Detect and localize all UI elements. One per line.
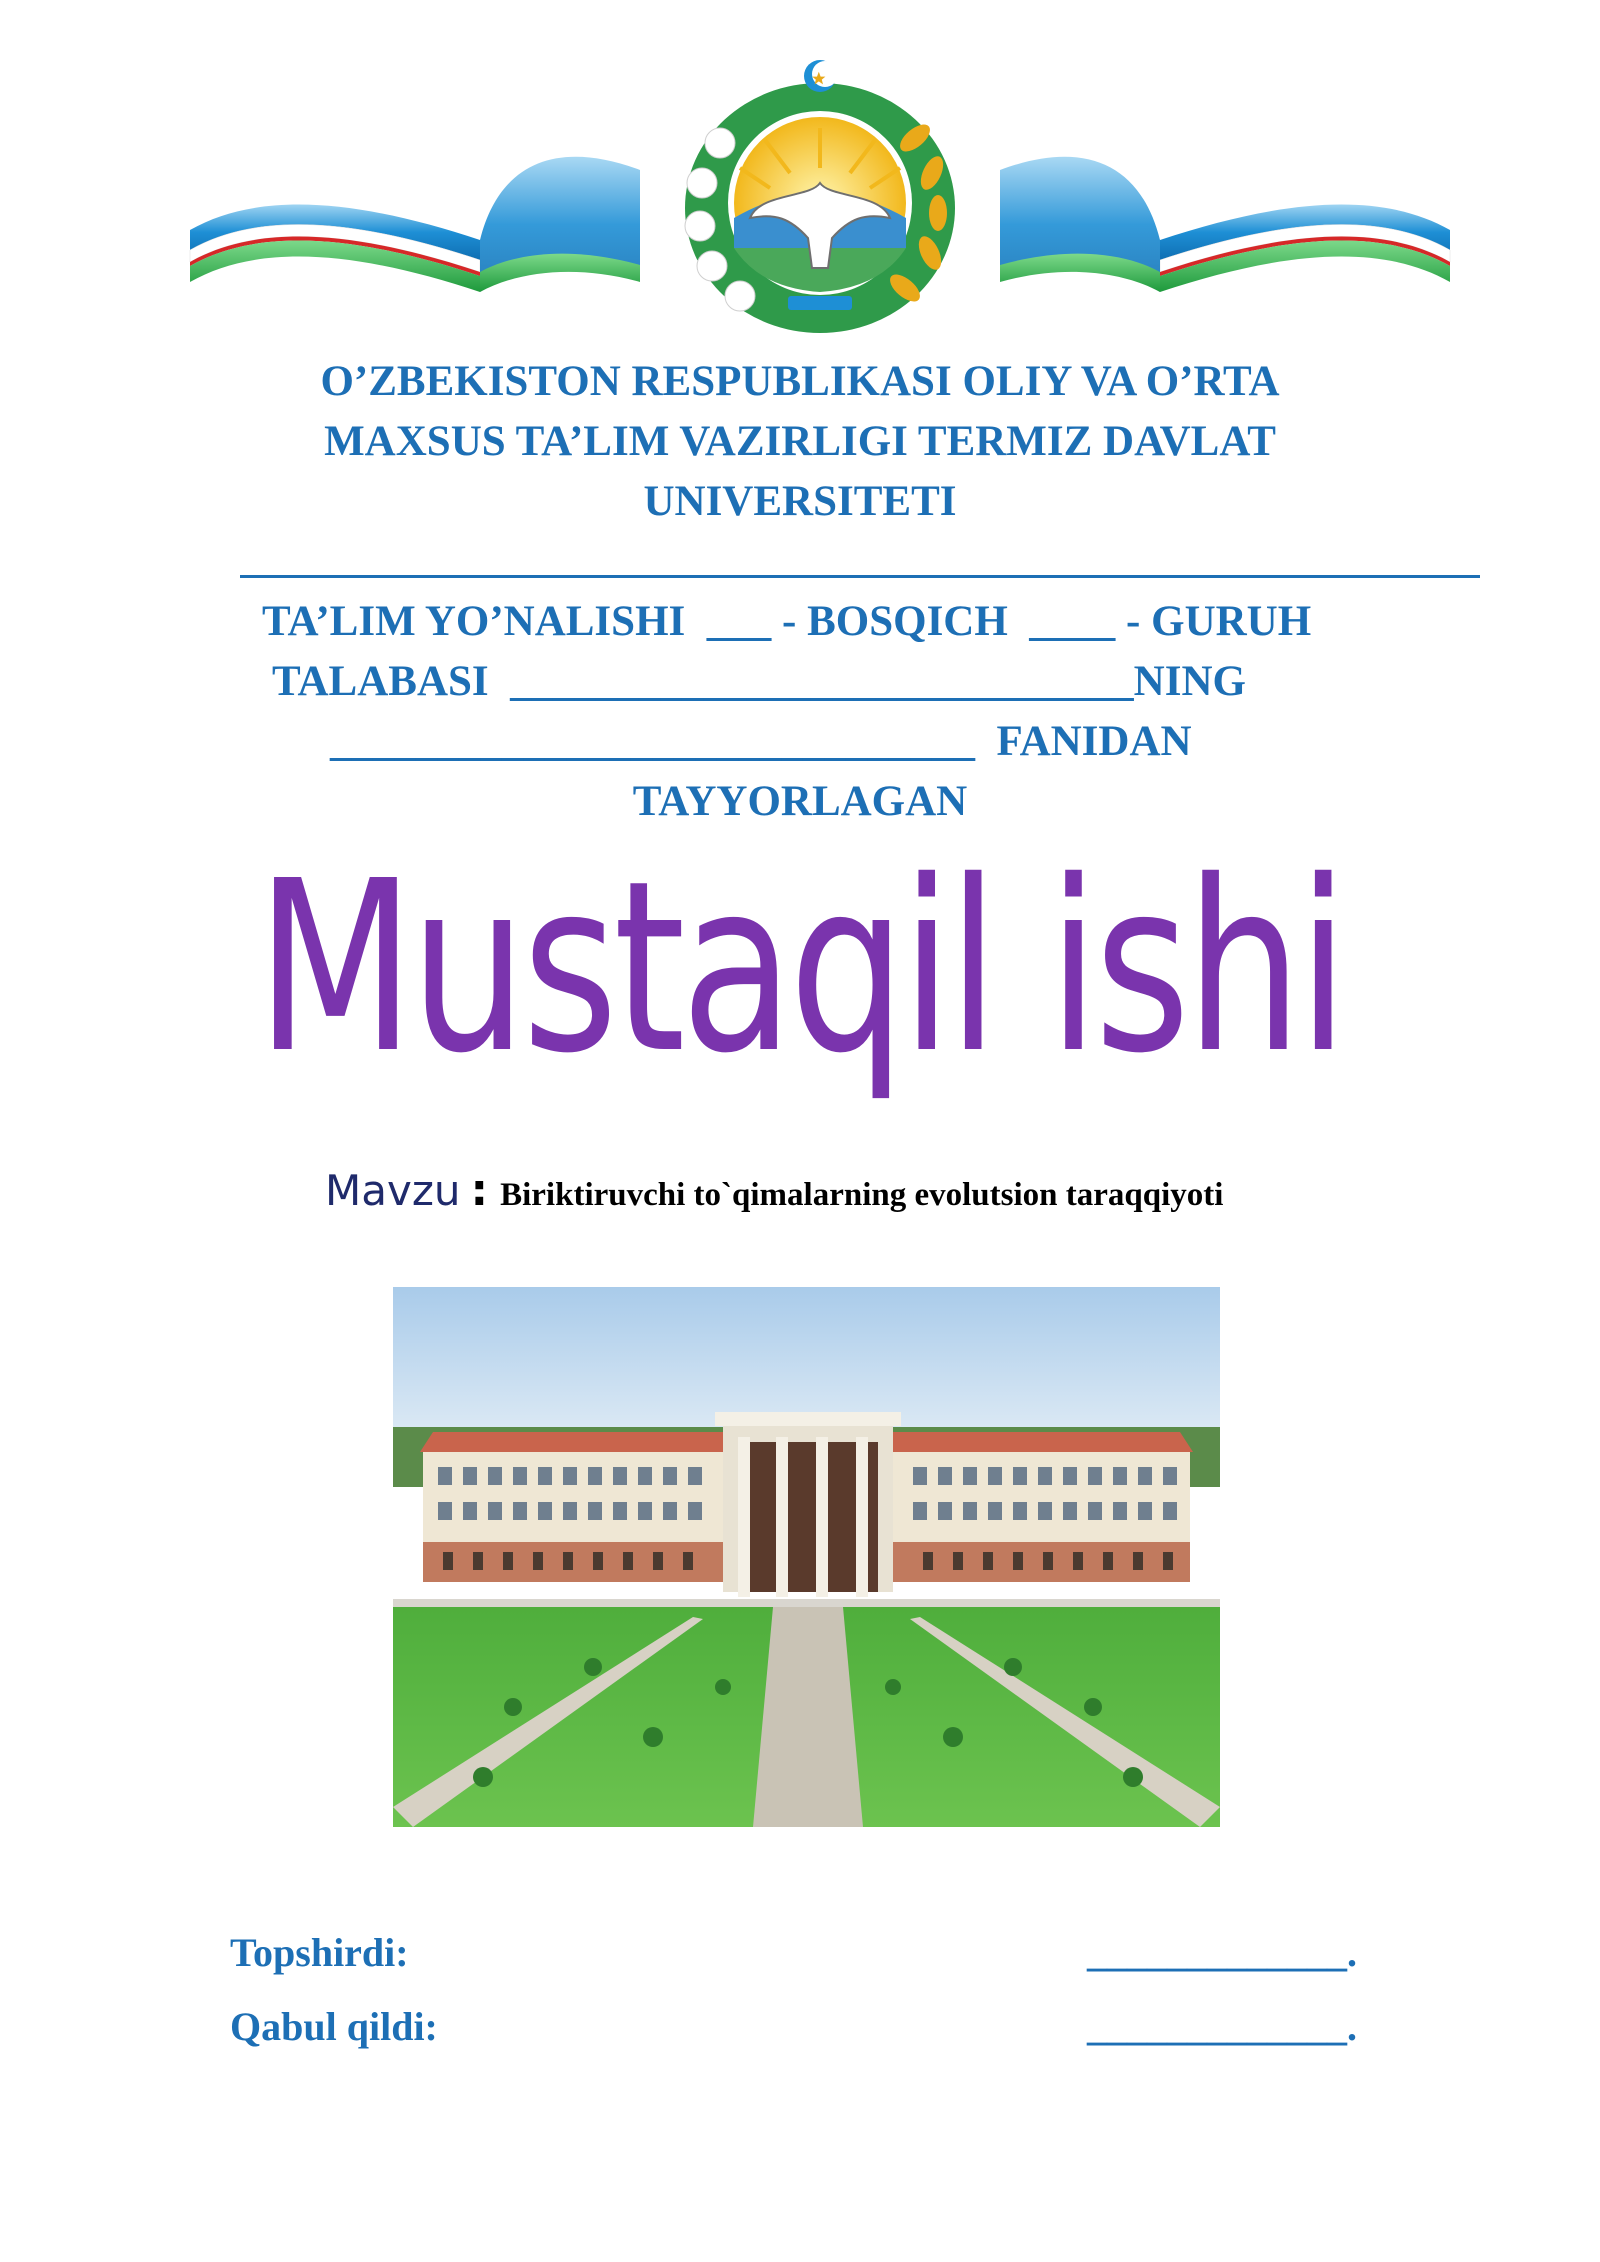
yonalish-field-line: TA’LIM YO’NALISHI ___ - BOSQICH ____ - GURUH: [262, 598, 1312, 645]
topic-row: [325, 1165, 1223, 1216]
topic-colon: :: [470, 1165, 489, 1216]
document-title: Mustaqil ishi: [255, 830, 1345, 1105]
university-building-photo: [393, 1287, 1220, 1827]
topshirdi-signature-line: _____________.: [1087, 1930, 1357, 1975]
talabasi-field-line: TALABASI _____________________________NING: [272, 658, 1246, 705]
ministry-line-3: UNIVERSITETI: [643, 478, 957, 525]
state-emblem-header: [180, 60, 1460, 350]
ministry-line-1: O’ZBEKISTON RESPUBLIKASI OLIY VA O’RTA: [320, 358, 1280, 405]
qabul-qildi-label: Qabul qildi:: [230, 2004, 438, 2049]
ministry-heading: [0, 352, 1600, 532]
ministry-line-2: MAXSUS TA’LIM VAZIRLIGI TERMIZ DAVLAT: [324, 418, 1276, 465]
header-divider: [240, 575, 1480, 578]
uzbekistan-state-emblem-icon: [180, 60, 1460, 350]
right-flag-ribbon: [1000, 157, 1450, 292]
topic-value: Biriktiruvchi to`qimalarning evolutsion taraqqiyoti: [500, 1177, 1224, 1213]
topshirdi-label: Topshirdi:: [230, 1930, 409, 1975]
left-flag-ribbon: [190, 157, 640, 292]
topic-label: Mavzu: [325, 1166, 461, 1215]
emblem-seal: [685, 60, 955, 333]
qabul-qildi-signature-line: _____________.: [1087, 2004, 1357, 2049]
tayyorlagan-line: TAYYORLAGAN: [632, 778, 968, 825]
fanidan-field-line: ______________________________ FANIDAN: [330, 718, 1192, 765]
